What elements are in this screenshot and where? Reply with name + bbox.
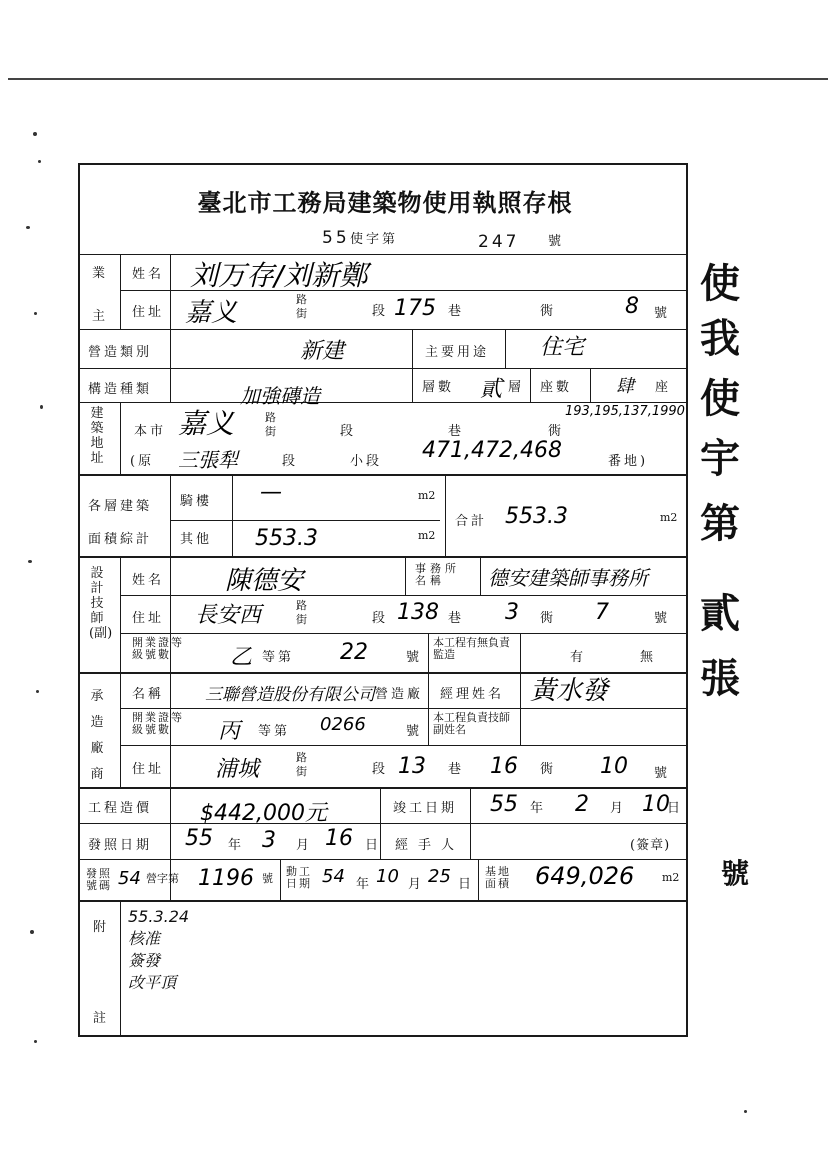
rule-v [120, 558, 121, 672]
owner-street-label: 街 [296, 307, 307, 320]
site-alley-value: 193,195,137,1990 [565, 404, 685, 419]
owner-lane-value: 175 [394, 296, 436, 321]
other-value: 553.3 [255, 526, 318, 551]
buildings-label: 座數 [540, 380, 573, 395]
side-char: 我 [700, 315, 740, 362]
floors-unit: 層 [508, 380, 525, 395]
contractor-lane-label: 巷 [448, 762, 465, 777]
rule-v [590, 368, 591, 402]
completion-label: 竣工日期 [393, 801, 458, 816]
contractor-name-value: 三聯營造股份有限公司 [205, 685, 375, 705]
contractor-name-label: 名稱 [132, 687, 165, 702]
site-section-label: 段 [340, 424, 357, 439]
site-city-value: 嘉义 [178, 407, 235, 440]
designer-license-grade: 乙 [230, 645, 253, 670]
rule [78, 402, 688, 403]
rule-v [170, 254, 171, 329]
sign-label: (簽章) [630, 838, 671, 853]
site-parcel-label: 番地) [608, 454, 649, 469]
side-char: 號 [720, 857, 749, 890]
rule [120, 708, 686, 709]
contractor-lane-value: 13 [398, 754, 426, 779]
arcade-unit: m2 [418, 489, 436, 502]
permit-suffix: 號 [262, 872, 273, 885]
designer-alley-value: 3 [505, 600, 519, 625]
scan-speck [28, 560, 32, 563]
floors-value: 貳 [480, 377, 503, 402]
scan-speck [26, 226, 30, 229]
scan-speck [40, 405, 43, 409]
contractor-alley-label: 衖 [540, 762, 557, 777]
buildings-unit: 座 [655, 380, 672, 395]
contractor-license-label: 開業證等級號數 [132, 711, 184, 736]
form-border-top [78, 163, 688, 165]
notes-line: 核准 [128, 929, 161, 948]
contractor-manager-label: 經理姓名 [440, 687, 505, 702]
start-month: 10 [376, 866, 399, 887]
completion-year: 55 [490, 792, 518, 817]
rule-v [530, 368, 531, 402]
side-char: 張 [700, 655, 740, 702]
construction-type-label: 營造類別 [88, 345, 153, 360]
start-label: 動工日期 [286, 865, 312, 890]
owner-alley-label: 衖 [540, 304, 557, 319]
site-orig-value: 三張犁 [178, 448, 238, 472]
contractor-grade-label: 等第 [258, 724, 291, 739]
rule [120, 633, 686, 634]
contractor-label: 承造廠商 [90, 689, 104, 782]
site-lane-label: 巷 [448, 424, 465, 439]
designer-grade-label: 等第 [262, 650, 295, 665]
designer-lane-label: 巷 [448, 611, 465, 626]
main-use-value: 住宅 [540, 335, 585, 360]
main-use-label: 主要用途 [425, 345, 490, 360]
site-parcel-value: 471,472,468 [422, 438, 562, 463]
designer-alley-label: 衖 [540, 611, 557, 626]
contractor-number-label: 號 [654, 766, 671, 781]
form-title: 臺北市工務局建築物使用執照存根 [197, 188, 573, 217]
floors-label: 層數 [422, 380, 455, 395]
rule [78, 900, 688, 902]
start-day: 25 [428, 866, 451, 887]
designer-no-label: 無 [640, 650, 657, 665]
form-border-left [78, 163, 80, 1037]
owner-address-city: 嘉义 [185, 298, 238, 328]
total-unit: m2 [660, 511, 678, 524]
site-sub-section-label: 小段 [350, 454, 383, 469]
license-number: 247 [478, 232, 520, 252]
contractor-alley-value: 16 [490, 754, 518, 779]
buildings-value: 肆 [616, 376, 634, 397]
permit-year: 54 [118, 868, 141, 889]
rule-v [412, 329, 413, 402]
owner-address-label: 住址 [132, 305, 165, 320]
construction-type-value: 新建 [300, 339, 345, 364]
owner-number-value: 8 [625, 294, 639, 319]
contractor-license-no: 0266 [320, 714, 366, 735]
rule-v [428, 674, 429, 745]
designer-label: 設計技師(副) [89, 566, 113, 641]
side-char: 貳 [700, 590, 740, 637]
rule [170, 520, 440, 521]
issue-day-label: 日 [365, 838, 382, 853]
scan-speck [744, 1110, 747, 1113]
site-alley-label: 衖 [548, 424, 565, 439]
designer-address-road: 長安西 [195, 603, 262, 628]
cost-value: $442,000元 [200, 801, 327, 826]
contractor-road-label: 路 [296, 751, 307, 764]
contractor-license-grade: 丙 [218, 719, 241, 744]
floor-area-label-1: 各層建築 [88, 499, 153, 514]
contractor-manager-value: 黃水發 [530, 676, 609, 706]
side-char: 使 [700, 375, 740, 422]
owner-number-label: 號 [654, 306, 671, 321]
completion-month-label: 月 [610, 801, 627, 816]
rule-v [520, 633, 521, 672]
total-label: 合計 [455, 514, 488, 529]
license-year: 55 [322, 228, 350, 248]
rule-v [120, 902, 121, 1035]
contractor-number-value: 10 [600, 754, 628, 779]
notes-value [128, 906, 188, 994]
start-year: 54 [322, 866, 345, 887]
designer-road-label: 路 [296, 599, 307, 612]
designer-name-label: 姓名 [132, 573, 165, 588]
license-prefix: 使字第 [350, 232, 399, 247]
designer-license-no-label: 號 [406, 650, 423, 665]
rule-v [170, 329, 171, 402]
designer-number-label: 號 [654, 611, 671, 626]
designer-address-label: 住址 [132, 611, 165, 626]
completion-day-label: 日 [667, 801, 684, 816]
owner-section-label: 段 [372, 304, 389, 319]
floor-area-label-2: 面積綜計 [88, 532, 153, 547]
structure-label: 構造種類 [88, 382, 153, 397]
scan-speck [33, 132, 37, 136]
rule-v [170, 476, 171, 556]
rule-v [405, 558, 406, 595]
designer-office-label: 事務所名稱 [415, 562, 460, 587]
designer-section-label: 段 [372, 611, 389, 626]
owner-lane-label: 巷 [448, 304, 465, 319]
site-city-label: 本市 [134, 424, 167, 439]
designer-office-value: 德安建築師事務所 [488, 566, 648, 590]
site-street-label: 街 [265, 425, 276, 438]
form-border-right [686, 163, 688, 1037]
rule-v [470, 823, 471, 859]
cost-label: 工程造價 [88, 801, 153, 816]
scan-top-rule [8, 78, 828, 80]
start-day-label: 日 [458, 877, 475, 892]
issue-month-label: 月 [296, 838, 313, 853]
side-stub [690, 255, 750, 905]
contractor-tech-label: 本工程負責技師副姓名 [433, 711, 510, 736]
owner-name-value: 刘万存/刘新鄭 [190, 259, 368, 292]
rule-v [505, 329, 506, 368]
scan-speck [30, 930, 34, 934]
rule-v [120, 402, 121, 474]
owner-road-label: 路 [296, 293, 307, 306]
permit-no: 1196 [198, 866, 254, 891]
owner-name-label: 姓名 [132, 267, 165, 282]
other-label: 其他 [180, 532, 213, 547]
site-area-label: 基地面積 [485, 865, 511, 890]
designer-supervise-label: 本工程有無負責監造 [433, 636, 510, 661]
designer-lane-value: 138 [397, 600, 439, 625]
side-char: 第 [700, 500, 740, 547]
rule-v [120, 674, 121, 787]
contractor-license-no-label: 號 [406, 724, 423, 739]
contractor-street-label: 街 [296, 765, 307, 778]
total-value: 553.3 [505, 504, 568, 529]
scan-speck [34, 1040, 37, 1043]
permit-prefix: 營字第 [146, 872, 179, 885]
site-road-label: 路 [265, 411, 276, 424]
start-year-label: 年 [356, 877, 373, 892]
arcade-value: — [260, 480, 282, 505]
issue-day: 16 [325, 826, 353, 851]
other-unit: m2 [418, 529, 436, 542]
rule [120, 595, 686, 596]
completion-month: 2 [575, 792, 589, 817]
contractor-section-label: 段 [372, 762, 389, 777]
scan-speck [38, 160, 41, 163]
license-suffix: 號 [548, 234, 565, 249]
side-char: 使 [700, 260, 740, 307]
side-char: 宇 [700, 435, 740, 482]
designer-yes-label: 有 [570, 650, 587, 665]
rule-v [120, 254, 121, 329]
arcade-label: 騎樓 [180, 494, 213, 509]
designer-name-value: 陳德安 [225, 566, 304, 596]
completion-day: 10 [642, 792, 670, 817]
contractor-factory-label: 營造廠 [375, 687, 424, 702]
notes-line: 改平頂 [128, 973, 177, 992]
contractor-address-road: 浦城 [215, 757, 260, 782]
rule-v [478, 859, 479, 900]
rule-v [520, 674, 521, 745]
site-area-value: 649,026 [535, 862, 635, 890]
form-border-bottom [78, 1035, 688, 1037]
owner-label-1: 業 [92, 266, 109, 281]
scan-speck [36, 690, 39, 693]
notes-label-top: 附 [93, 920, 110, 935]
structure-value: 加強磚造 [240, 384, 320, 408]
completion-year-label: 年 [530, 801, 547, 816]
owner-label-2: 主 [92, 309, 109, 324]
contractor-address-label: 住址 [132, 762, 165, 777]
rule-v [280, 859, 281, 900]
designer-license-no: 22 [340, 640, 368, 665]
designer-number-value: 7 [595, 600, 609, 625]
issue-year-label: 年 [228, 838, 245, 853]
handler-label: 經手人 [395, 838, 465, 853]
issue-label: 發照日期 [88, 838, 153, 853]
scan-speck [34, 312, 37, 315]
designer-street-label: 街 [296, 613, 307, 626]
rule-v [470, 789, 471, 823]
rule [120, 745, 686, 746]
permit-label: 發照號碼 [86, 867, 112, 892]
start-month-label: 月 [408, 877, 425, 892]
site-area-unit: m2 [662, 871, 680, 884]
notes-label-bottom: 註 [93, 1011, 110, 1026]
site-orig-section-label: 段 [282, 454, 299, 469]
designer-license-label: 開業證等級號數 [132, 636, 184, 661]
rule-v [428, 633, 429, 672]
issue-month: 3 [262, 828, 276, 853]
notes-line: 簽發 [128, 951, 161, 970]
site-label: 建築地址 [90, 406, 104, 466]
rule-v [445, 476, 446, 556]
rule-v [480, 558, 481, 595]
site-orig-label: (原 [130, 454, 155, 469]
rule-v [232, 476, 233, 556]
notes-line: 55.3.24 [128, 907, 190, 926]
issue-year: 55 [185, 826, 213, 851]
